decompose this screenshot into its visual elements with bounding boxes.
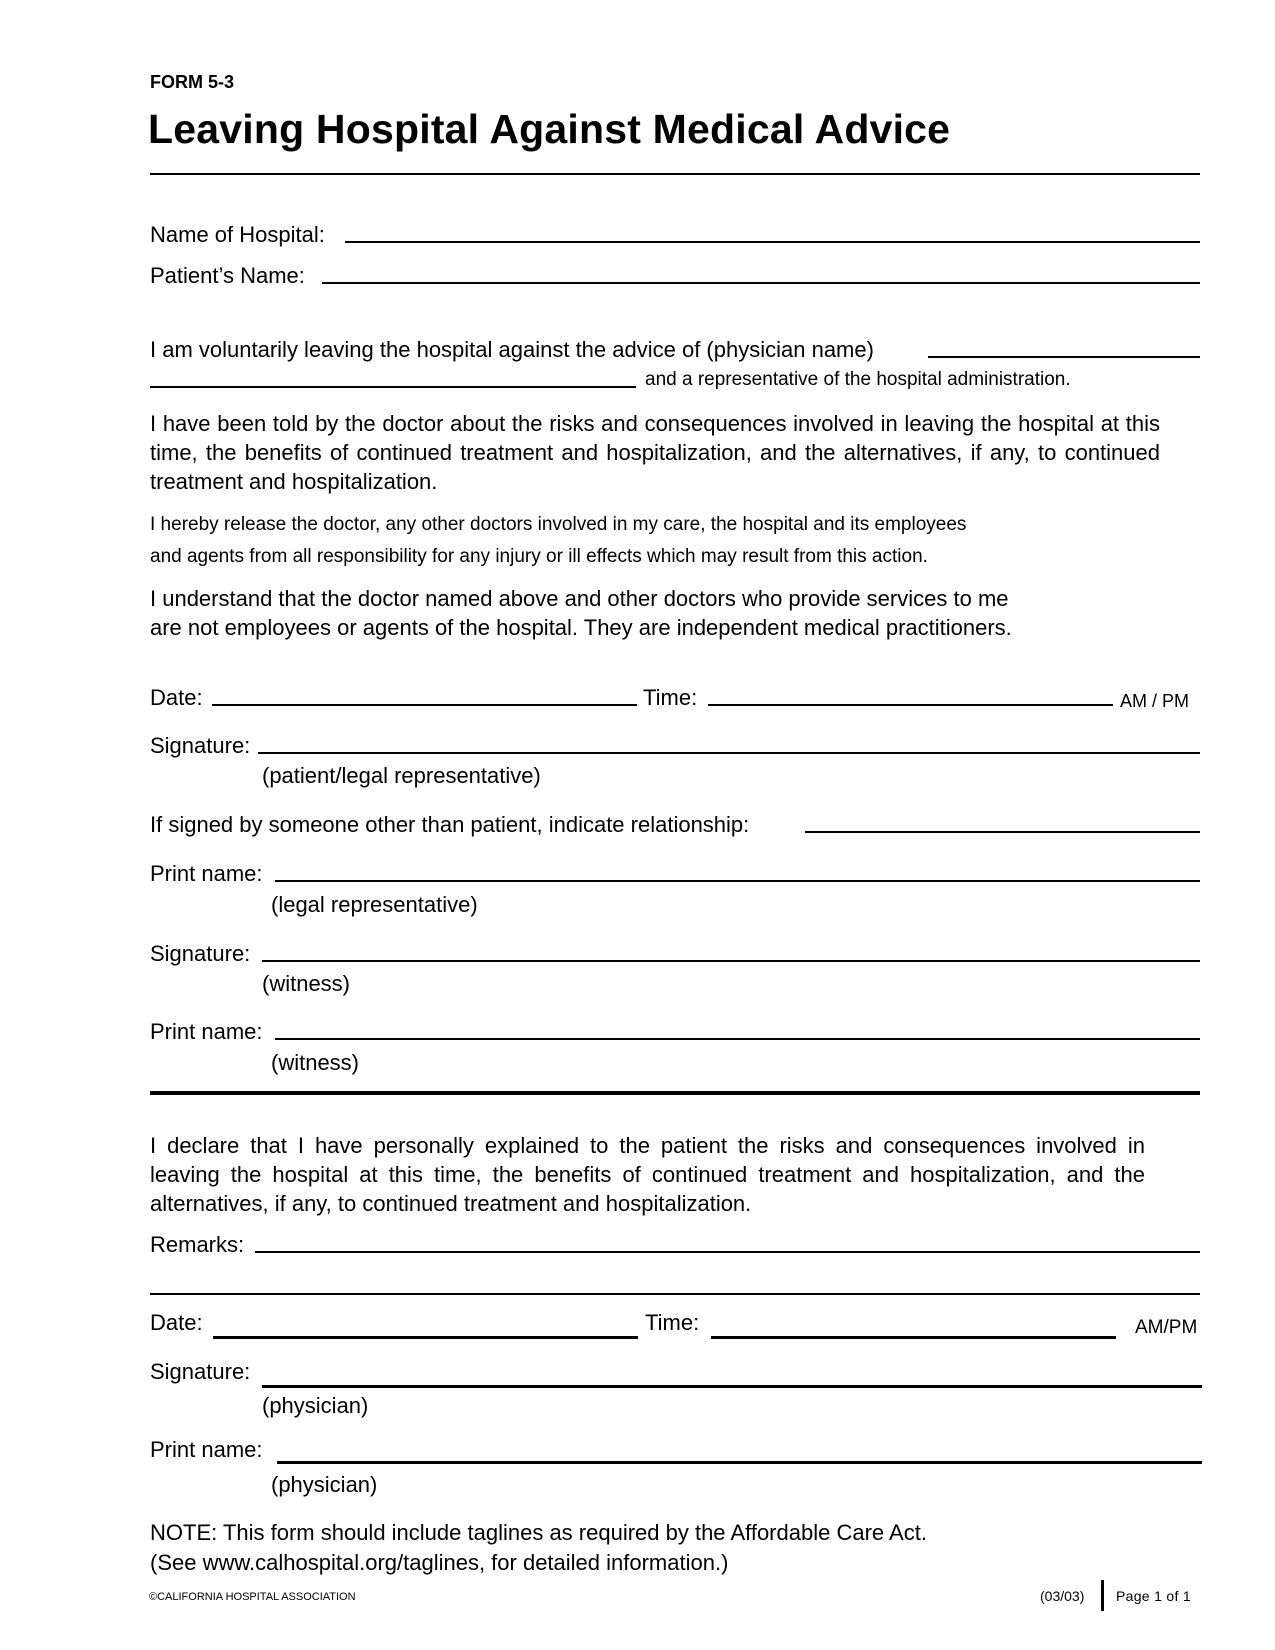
physician-time-line	[711, 1336, 1116, 1339]
patient-signature-field[interactable]	[258, 729, 1200, 753]
physician-date-line	[213, 1336, 638, 1339]
physician-print-caption: (physician)	[271, 1472, 378, 1497]
copyright: ©CALIFORNIA HOSPITAL ASSOCIATION	[149, 1591, 356, 1603]
voluntary-statement: I am voluntarily leaving the hospital against the advice of (physician name)	[150, 337, 874, 362]
patient-signature-caption: (patient/legal representative)	[262, 763, 541, 788]
remarks-label: Remarks:	[150, 1232, 245, 1257]
aca-note-line-2: (See www.calhospital.org/taglines, for detailed information.)	[150, 1550, 729, 1575]
physician-print-field[interactable]	[277, 1438, 1202, 1462]
patient-name-field[interactable]	[322, 259, 1200, 283]
physician-time-label: Time:	[645, 1310, 700, 1335]
page-number: Page 1 of 1	[1116, 1588, 1191, 1604]
witness-signature-label: Signature:	[150, 941, 251, 966]
physician-signature-label: Signature:	[150, 1359, 251, 1384]
remarks-line-2	[150, 1293, 1200, 1295]
release-line-2: and agents from all responsibility for any injury or ill effects which may result from this action.	[150, 546, 928, 567]
physician-name-field[interactable]	[150, 363, 636, 387]
title-rule	[150, 173, 1200, 175]
physician-signature-caption: (physician)	[262, 1393, 369, 1418]
physician-ampm-label: AM/PM	[1135, 1317, 1198, 1338]
remarks-field[interactable]	[255, 1228, 1200, 1252]
witness-signature-field[interactable]	[262, 937, 1200, 961]
form-number: FORM 5-3	[150, 72, 235, 92]
understand-line-1: I understand that the doctor named above and other doctors who provide services to me	[150, 586, 1009, 611]
patient-name-label: Patient’s Name:	[150, 263, 305, 288]
physician-print-label: Print name:	[150, 1437, 263, 1462]
aca-note-line-1: NOTE: This form should include taglines as required by the Affordable Care Act.	[150, 1520, 927, 1545]
legal-rep-print-label: Print name:	[150, 861, 263, 886]
physician-date-field[interactable]	[213, 1312, 638, 1336]
physician-signature-field[interactable]	[262, 1361, 1202, 1385]
patient-signature-label: Signature:	[150, 733, 251, 758]
date-label: Date:	[150, 685, 203, 710]
relationship-label: If signed by someone other than patient, indicate relationship:	[150, 812, 750, 837]
revision-date: (03/03)	[1040, 1588, 1085, 1604]
time-field[interactable]	[708, 681, 1113, 705]
hospital-name-field[interactable]	[345, 218, 1200, 242]
witness-print-field[interactable]	[275, 1015, 1200, 1039]
witness-print-label: Print name:	[150, 1019, 263, 1044]
physician-signature-line	[262, 1385, 1202, 1388]
risks-paragraph: I have been told by the doctor about the risks and consequences involved in leaving the hospital at this time, the benefits of continued treatment and hospitalization, and the alternatives, if any, to continued treatment and hospitalization.	[150, 411, 1160, 494]
page-title: Leaving Hospital Against Medical Advice	[148, 106, 951, 152]
release-line-1: I hereby release the doctor, any other doctors involved in my care, the hospital and its employees	[150, 514, 967, 535]
witness-print-caption: (witness)	[271, 1050, 360, 1075]
witness-signature-caption: (witness)	[262, 971, 351, 996]
physician-name-line-1	[928, 356, 1200, 358]
relationship-field[interactable]	[825, 808, 1200, 832]
legal-rep-caption: (legal representative)	[271, 892, 478, 917]
ampm-label: AM / PM	[1120, 691, 1190, 711]
physician-time-field[interactable]	[711, 1312, 1116, 1336]
hospital-label: Name of Hospital:	[150, 222, 325, 247]
physician-date-label: Date:	[150, 1310, 203, 1335]
date-field[interactable]	[212, 681, 637, 705]
understand-line-2: are not employees or agents of the hospital. They are independent medical practitioners.	[150, 615, 1012, 640]
legal-rep-print-field[interactable]	[275, 857, 1200, 881]
declaration-paragraph: I declare that I have personally explained to the patient the risks and consequences involved in leaving the hospital at this time, the benefits of continued treatment and hospitalization, and the alternatives, if any, to continued treatment and hospitalization.	[150, 1133, 1145, 1216]
section-divider	[150, 1091, 1200, 1095]
footer-divider	[1101, 1580, 1104, 1611]
time-label: Time:	[643, 685, 698, 710]
voluntary-suffix: and a representative of the hospital administration.	[645, 369, 1071, 390]
